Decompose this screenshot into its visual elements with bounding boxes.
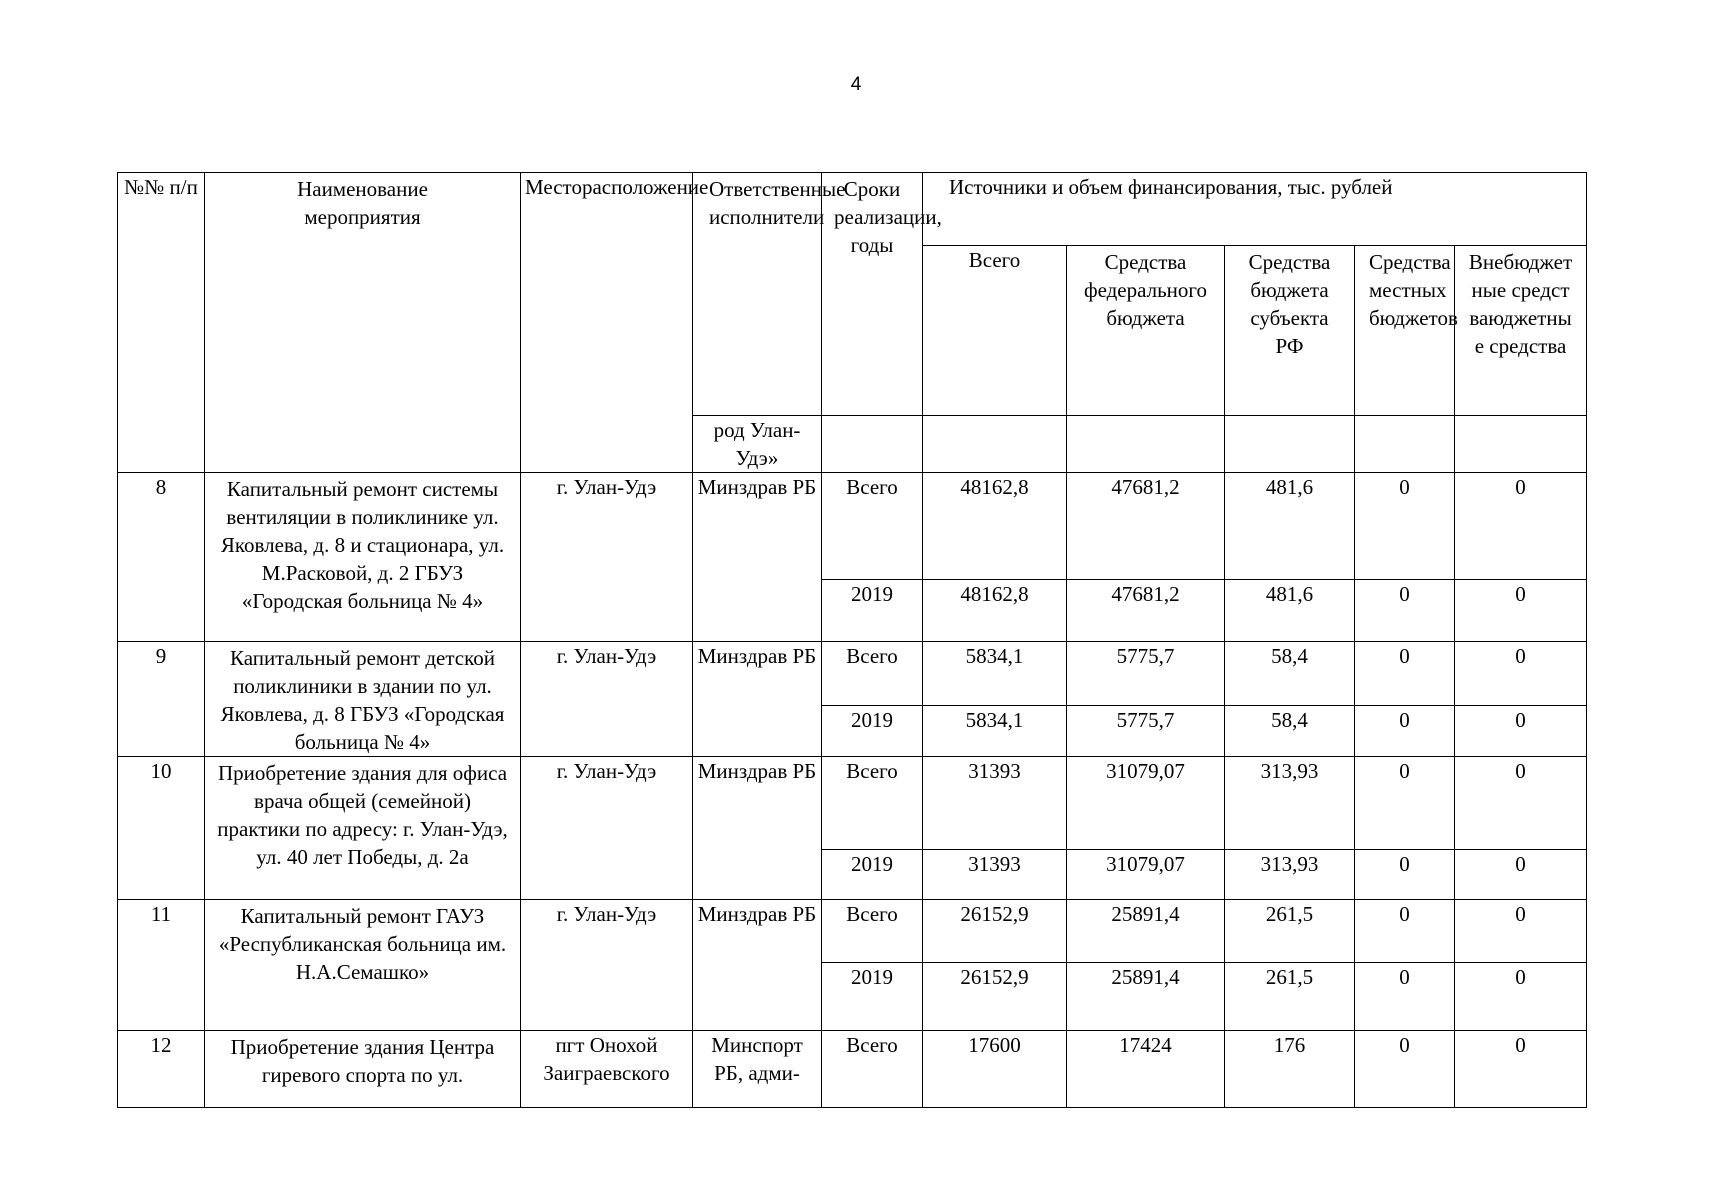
row-local: 0: [1355, 963, 1455, 1031]
row-federal: 5775,7: [1067, 705, 1225, 756]
header-extra: Внебюджетные средстваюджетные средства: [1455, 246, 1587, 416]
row-period: Всего: [822, 900, 923, 963]
row-location: г. Улан-Удэ: [521, 757, 693, 900]
row-num: 8: [118, 473, 205, 642]
header-responsible: Ответственные исполнители: [693, 173, 822, 416]
row-subject: 176: [1225, 1031, 1355, 1108]
row-subject: 313,93: [1225, 850, 1355, 900]
table-row: [118, 473, 1587, 580]
carryover-responsible: род Улан-Удэ»: [693, 416, 822, 473]
row-responsible: Минздрав РБ: [693, 473, 822, 642]
row-extra: 0: [1455, 963, 1587, 1031]
row-federal: 5775,7: [1067, 642, 1225, 706]
row-period: Всего: [822, 1031, 923, 1108]
header-federal: Средства федерального бюджета: [1067, 246, 1225, 416]
row-responsible: Минспорт РБ, адми-: [693, 1031, 822, 1108]
row-location: г. Улан-Удэ: [521, 642, 693, 757]
table-row: [118, 900, 1587, 963]
row-extra: 0: [1455, 642, 1587, 706]
row-federal: 47681,2: [1067, 473, 1225, 580]
row-extra: 0: [1455, 1031, 1587, 1108]
row-extra: 0: [1455, 705, 1587, 756]
row-name: Капитальный ремонт ГАУЗ «Республиканская больница им. Н.А.Семашко»: [205, 900, 521, 1031]
row-responsible: Минздрав РБ: [693, 642, 822, 757]
row-subject: 58,4: [1225, 642, 1355, 706]
row-period: Всего: [822, 642, 923, 706]
row-local: 0: [1355, 900, 1455, 963]
header-local: Средства местных бюджетов: [1355, 246, 1455, 416]
row-total: 31393: [923, 850, 1067, 900]
row-subject: 261,5: [1225, 900, 1355, 963]
financing-table: [117, 172, 1587, 1108]
row-federal: 31079,07: [1067, 757, 1225, 850]
row-responsible: Минздрав РБ: [693, 757, 822, 900]
header-total: Всего: [923, 246, 1067, 416]
row-location: пгт Онохой Заиграевского: [521, 1031, 693, 1108]
row-local: 0: [1355, 473, 1455, 580]
row-period: Всего: [822, 757, 923, 850]
row-federal: 47681,2: [1067, 580, 1225, 642]
table-row: [118, 642, 1587, 706]
row-total: 5834,1: [923, 705, 1067, 756]
row-extra: 0: [1455, 900, 1587, 963]
row-period: 2019: [822, 850, 923, 900]
row-name: Приобретение здания для офиса врача общей (семейной) практики по адресу: г. Улан-Удэ, ул. 40 лет Победы, д. 2а: [205, 757, 521, 900]
row-extra: 0: [1455, 580, 1587, 642]
row-location: г. Улан-Удэ: [521, 473, 693, 642]
row-num: 9: [118, 642, 205, 757]
row-total: 31393: [923, 757, 1067, 850]
row-local: 0: [1355, 757, 1455, 850]
row-total: 48162,8: [923, 473, 1067, 580]
row-total: 26152,9: [923, 963, 1067, 1031]
row-subject: 313,93: [1225, 757, 1355, 850]
row-local: 0: [1355, 850, 1455, 900]
row-name: Капитальный ремонт детской поликлиники в здании по ул. Яковлева, д. 8 ГБУЗ «Городская больница № 4»: [205, 642, 521, 757]
row-local: 0: [1355, 1031, 1455, 1108]
header-name: Наименование мероприятия: [205, 173, 521, 473]
row-subject: 261,5: [1225, 963, 1355, 1031]
table-row: [118, 757, 1587, 850]
row-federal: 25891,4: [1067, 963, 1225, 1031]
row-total: 17600: [923, 1031, 1067, 1108]
row-total: 5834,1: [923, 642, 1067, 706]
row-extra: 0: [1455, 473, 1587, 580]
row-name: Капитальный ремонт системы вентиляции в поликлинике ул. Яковлева, д. 8 и стационара, ул. М.Расковой, д. 2 ГБУЗ «Городская больница № 4»: [205, 473, 521, 642]
row-period: 2019: [822, 963, 923, 1031]
header-subject: Средства бюджета субъекта РФ: [1225, 246, 1355, 416]
header-row: [118, 173, 1587, 246]
header-sources: Источники и объем финансирования, тыс. рублей: [923, 173, 1587, 246]
row-period: 2019: [822, 705, 923, 756]
row-name: Приобретение здания Центра гиревого спорта по ул.: [205, 1031, 521, 1108]
row-period: Всего: [822, 473, 923, 580]
row-subject: 58,4: [1225, 705, 1355, 756]
row-local: 0: [1355, 580, 1455, 642]
row-federal: 31079,07: [1067, 850, 1225, 900]
row-federal: 17424: [1067, 1031, 1225, 1108]
row-extra: 0: [1455, 757, 1587, 850]
table-row: [118, 1031, 1587, 1108]
row-num: 10: [118, 757, 205, 900]
row-responsible: Минздрав РБ: [693, 900, 822, 1031]
row-local: 0: [1355, 705, 1455, 756]
row-federal: 25891,4: [1067, 900, 1225, 963]
row-num: 12: [118, 1031, 205, 1108]
row-period: 2019: [822, 580, 923, 642]
row-extra: 0: [1455, 850, 1587, 900]
row-subject: 481,6: [1225, 580, 1355, 642]
row-total: 26152,9: [923, 900, 1067, 963]
header-num: №№ п/п: [118, 173, 205, 473]
header-period: Сроки реализации, годы: [822, 173, 923, 416]
row-total: 48162,8: [923, 580, 1067, 642]
header-location: Месторасположение: [521, 173, 693, 473]
page-number: 4: [850, 74, 862, 95]
row-location: г. Улан-Удэ: [521, 900, 693, 1031]
row-subject: 481,6: [1225, 473, 1355, 580]
row-num: 11: [118, 900, 205, 1031]
row-local: 0: [1355, 642, 1455, 706]
